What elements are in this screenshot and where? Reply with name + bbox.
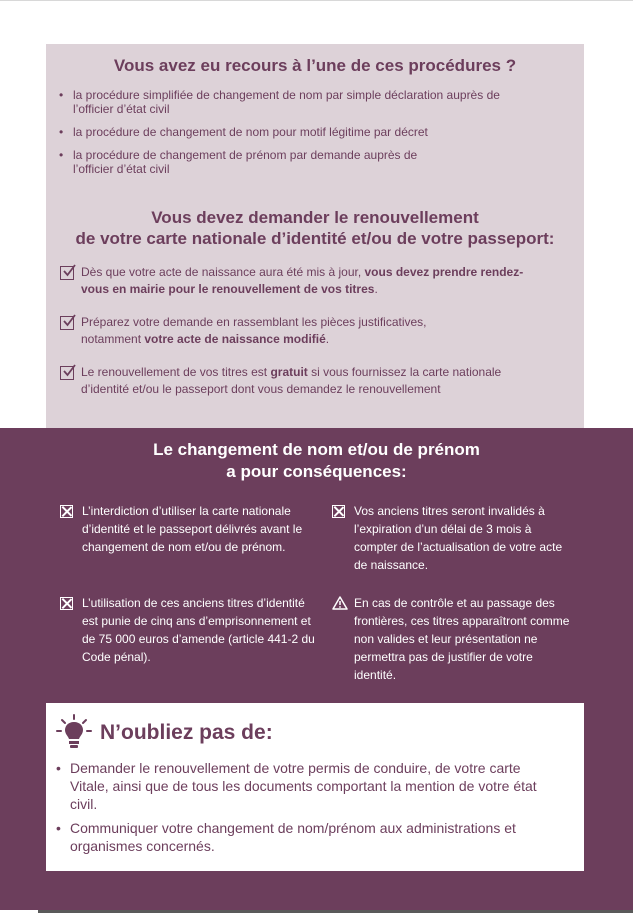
- procedures-title: Vous avez eu recours à l’une de ces procédures ?: [113, 56, 517, 75]
- procedure-item: • la procédure de changement de nom pour motif légitime par décret: [58, 125, 568, 139]
- consequences-title: Le changement de nom et/ou de prénom a pour conséquences:: [153, 440, 480, 481]
- checkbox-cross-icon: [60, 505, 73, 518]
- procedure-item: • la procédure simplifiée de changement de nom par simple déclaration auprès de l’officier d’état civil: [58, 88, 543, 116]
- reminder-title: N’oubliez pas de:: [100, 721, 273, 744]
- consequences-section: Le changement de nom et/ou de prénom a pour conséquences: L’interdiction d’utiliser la carte nationale d’identité et le passeport délivrés avant le changement de nom et/ou de prénom. Vos anciens titres seront invalidés à l’expiration d’un délai de 3 mois à compter de l’actualisation de votre acte de naissance. L’utilisation de ces anciens titres d’identité est punie de cinq ans d’emprisonnement et de 75 000 euros d’amende (article 441-2 du Code pénal). En cas de contrôle et au passage des frontières, ces titres apparaîtront comme non valides et leur présentation ne permettra pas de justifier de votre identité.: [0, 428, 633, 910]
- renewal-title: Vous devez demander le renouvellement de votre carte nationale d’identité et/ou de votre passeport:: [75, 208, 555, 248]
- reminder-list: [56, 759, 576, 861]
- renewal-text: Le renouvellement de vos titres est gratuit si vous fournissez la carte nationale d’identité et/ou le passeport dont vous demandez le renouvellement: [81, 365, 502, 396]
- procedures-panel: [46, 44, 584, 428]
- reminder-box: [46, 703, 584, 871]
- renewal-text: Préparez votre demande en rassemblant les pièces justificatives, notamment votre acte de naissance modifié.: [81, 315, 427, 346]
- renewal-text: Dès que votre acte de naissance aura été mis à jour, vous devez prendre rendez-vous en mairie pour le renouvellement de vos titres.: [81, 265, 524, 296]
- checkbox-checked-icon: [60, 266, 74, 280]
- reminder-item: • Demander le renouvellement de votre permis de conduire, de votre carte Vitale, ainsi que de tous les documents comportant la mention de votre état civil.: [56, 759, 545, 813]
- procedures-list: [58, 88, 568, 185]
- procedure-item: • la procédure de changement de prénom par demande auprès de l’officier d’état civil: [58, 148, 443, 176]
- top-border: [0, 0, 633, 1]
- checkbox-checked-icon: [60, 316, 74, 330]
- lightbulb-icon: [54, 713, 94, 758]
- warning-icon: [332, 596, 348, 615]
- checkbox-checked-icon: [60, 366, 74, 380]
- checkbox-cross-icon: [60, 597, 73, 610]
- reminder-item: • Communiquer votre changement de nom/prénom aux administrations et organismes concernés.: [56, 819, 576, 855]
- checkbox-cross-icon: [332, 505, 345, 518]
